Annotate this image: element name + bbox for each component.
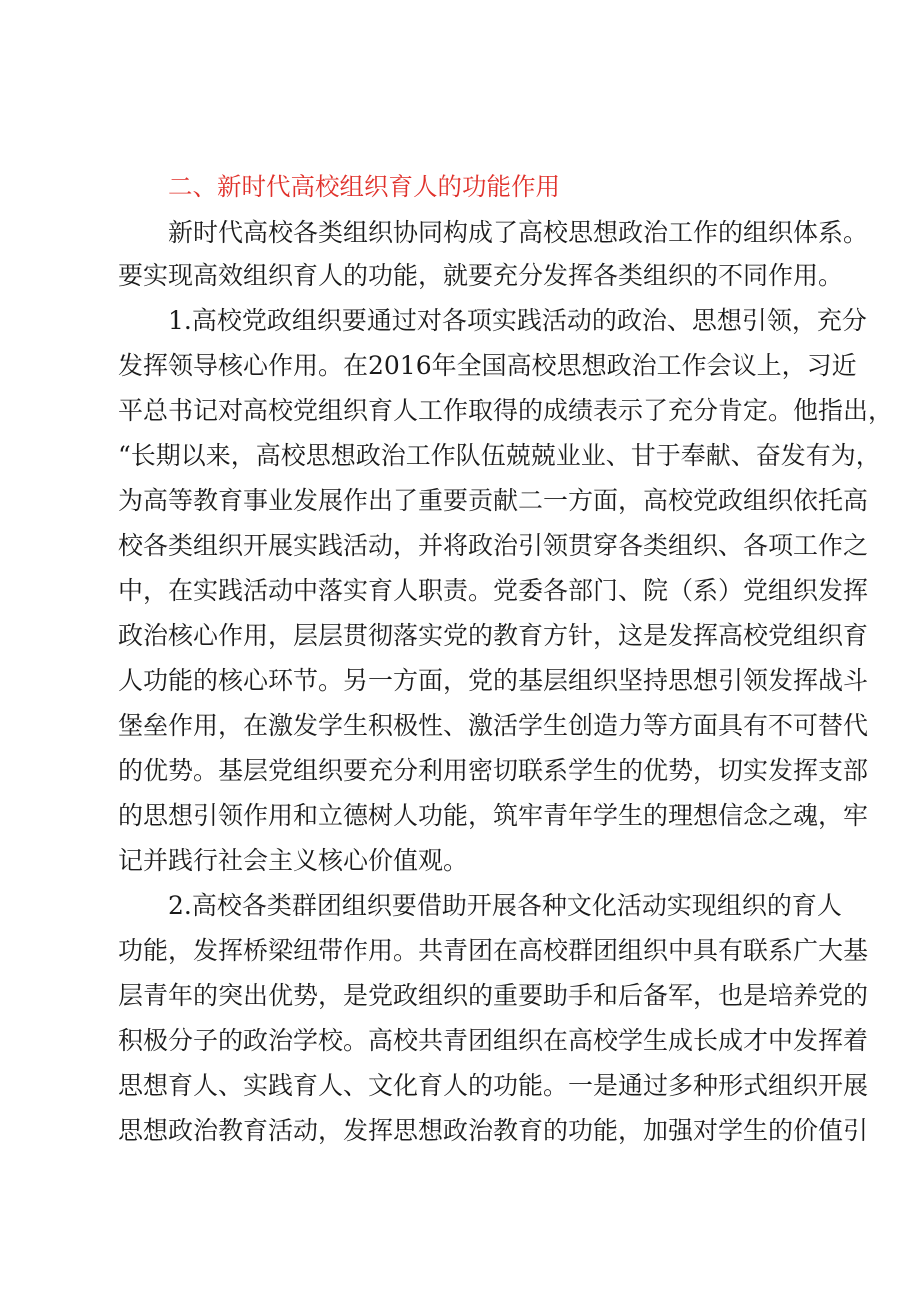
paragraph-line: 校各类组织开展实践活动，并将政治引领贯穿各类组织、各项工作之 xyxy=(118,531,869,560)
paragraph-line: 层青年的突出优势，是党政组织的重要助手和后备军，也是培养党的 xyxy=(118,981,869,1010)
paragraph-line: 新时代高校各类组织协同构成了高校思想政治工作的组织体系。 xyxy=(168,218,869,247)
paragraph-line: 政治核心作用，层层贯彻落实党的教育方针，这是发挥高校党组织育 xyxy=(118,621,869,650)
paragraph-line: 积极分子的政治学校。高校共青团组织在高校学生成长成才中发挥着 xyxy=(118,1026,869,1055)
paragraph-line: 的优势。基层党组织要充分利用密切联系学生的优势，切实发挥支部 xyxy=(118,756,869,785)
paragraph-line: 为高等教育事业发展作出了重要贡献二一方面，高校党政组织依托高 xyxy=(118,486,869,515)
section-heading: 二、新时代高校组织育人的功能作用 xyxy=(168,172,560,201)
paragraph-line: 平总书记对高校党组织育人工作取得的成绩表示了充分肯定。他指出， xyxy=(118,396,894,425)
paragraph-line: 思想育人、实践育人、文化育人的功能。一是通过多种形式组织开展 xyxy=(118,1071,869,1100)
paragraph-line: 功能，发挥桥梁纽带作用。共青团在高校群团组织中具有联系广大基 xyxy=(118,936,869,965)
paragraph-line: 中，在实践活动中落实育人职责。党委各部门、院（系）党组织发挥 xyxy=(118,576,869,605)
paragraph-line: 要实现高效组织育人的功能，就要充分发挥各类组织的不同作用。 xyxy=(118,261,844,290)
paragraph-line: 1.高校党政组织要通过对各项实践活动的政治、思想引领，充分 xyxy=(168,306,867,335)
paragraph-line: 2.高校各类群团组织要借助开展各种文化活动实现组织的育人 xyxy=(168,891,842,920)
paragraph-line: 发挥领导核心作用。在2016年全国高校思想政治工作会议上，习近 xyxy=(118,351,857,380)
paragraph-line: 堡垒作用，在激发学生积极性、激活学生创造力等方面具有不可替代 xyxy=(118,711,869,740)
paragraph-line: 的思想引领作用和立德树人功能，筑牢青年学生的理想信念之魂，牢 xyxy=(118,801,869,830)
paragraph-line: “长期以来，高校思想政治工作队伍兢兢业业、甘于奉献、奋发有为， xyxy=(118,441,881,470)
paragraph-line: 思想政治教育活动，发挥思想政治教育的功能，加强对学生的价值引 xyxy=(118,1116,869,1145)
paragraph-line: 人功能的核心环节。另一方面，党的基层组织坚持思想引领发挥战斗 xyxy=(118,666,869,695)
paragraph-line: 记并践行社会主义核心价值观。 xyxy=(118,846,469,875)
